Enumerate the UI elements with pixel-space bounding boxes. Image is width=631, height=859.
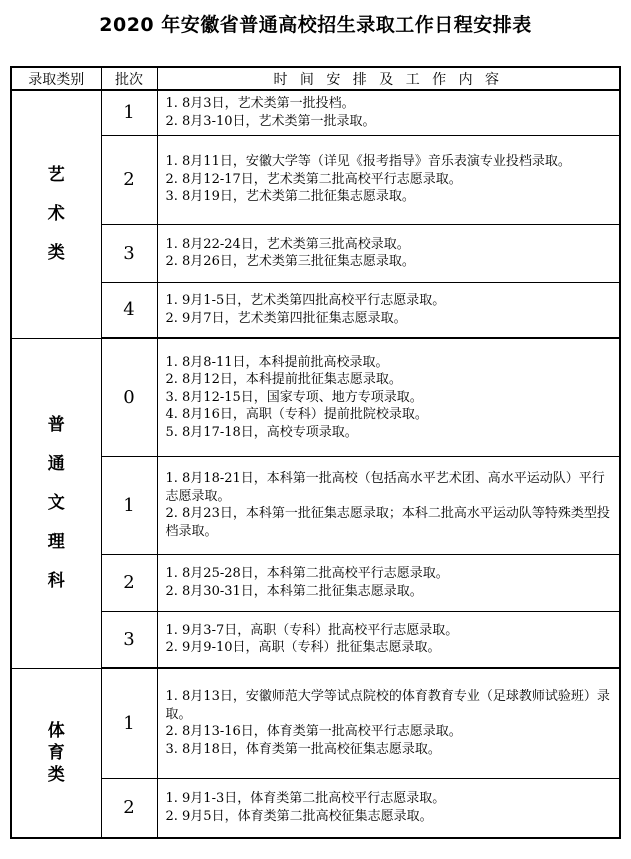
header-content: 时 间 安 排 及 工 作 内 容	[157, 67, 620, 90]
content-line: 2. 9月9-10日，高职（专科）批征集志愿录取。	[165, 640, 441, 656]
content-line: 1. 9月1-3日，体育类第二批高校平行志愿录取。	[165, 791, 446, 807]
content-line: 1. 9月3-7日，高职（专科）批高校平行志愿录取。	[165, 622, 459, 638]
content-line: 1. 8月13日，安徽师范大学等试点院校的体育教育专业（足球教师试验班）录取。	[165, 689, 610, 722]
content-line: 3. 8月19日，艺术类第二批征集志愿录取。	[165, 189, 415, 205]
content-line: 1. 8月3日，艺术类第一批投档。	[165, 96, 355, 112]
content-line: 1. 8月22-24日，艺术类第三批高校录取。	[165, 236, 410, 252]
table-row	[11, 224, 620, 282]
schedule-content	[157, 338, 620, 456]
schedule-content	[157, 668, 620, 778]
batch-number: 2	[101, 135, 157, 224]
content-line: 3. 8月12-15日，国家专项、地方专项录取。	[165, 389, 423, 405]
batch-number: 3	[101, 224, 157, 282]
content-line: 5. 8月17-18日，高校专项录取。	[165, 424, 358, 440]
schedule-content	[157, 224, 620, 282]
schedule-content	[157, 611, 620, 668]
table-header-row	[11, 67, 620, 90]
content-line: 4. 8月16日，高职（专科）提前批院校录取。	[165, 407, 428, 422]
batch-number: 4	[101, 282, 157, 338]
category-art: 艺术类	[11, 90, 101, 338]
batch-number: 1	[101, 668, 157, 778]
content-line: 1. 8月11日，安徽大学等（详见《报考指导》音乐表演专业投档录取。	[165, 154, 571, 170]
table-row	[11, 338, 620, 456]
batch-number: 1	[101, 90, 157, 135]
content-line: 2. 9月7日，艺术类第四批征集志愿录取。	[165, 310, 407, 326]
page-title: 2020 年安徽省普通高校招生录取工作日程安排表	[99, 14, 532, 36]
table-row	[11, 282, 620, 338]
content-line: 2. 8月13-16日，体育类第一批高校平行志愿录取。	[165, 724, 462, 740]
table-row	[11, 90, 620, 135]
table-row	[11, 554, 620, 611]
content-line: 2. 8月30-31日，本科第二批征集志愿录取。	[165, 583, 423, 599]
content-line: 2. 8月12日，本科提前批征集志愿录取。	[165, 372, 402, 387]
schedule-table	[10, 66, 621, 839]
content-line: 1. 8月8-11日，本科提前批高校录取。	[165, 354, 389, 370]
content-line: 1. 8月18-21日，本科第一批高校（包括高水平艺术团、高水平运动队）平行志愿录取。	[165, 471, 605, 504]
table-row	[11, 668, 620, 778]
content-line: 3. 8月18日，体育类第一批高校征集志愿录取。	[165, 741, 441, 757]
content-line: 2. 8月23日，本科第一批征集志愿录取；本科二批高水平运动队等特殊类型投档录取。	[165, 506, 610, 539]
content-line: 2. 8月12-17日，艺术类第二批高校平行志愿录取。	[165, 171, 462, 187]
batch-number: 2	[101, 554, 157, 611]
schedule-content	[157, 135, 620, 224]
table-row	[11, 611, 620, 668]
content-line: 2. 9月5日，体育类第二批高校征集志愿录取。	[165, 808, 433, 824]
batch-number: 1	[101, 456, 157, 554]
batch-number: 3	[101, 611, 157, 668]
category-sports: 体育类	[11, 668, 101, 838]
schedule-content	[157, 456, 620, 554]
schedule-content	[157, 282, 620, 338]
header-category: 录取类别	[11, 67, 101, 90]
schedule-content	[157, 778, 620, 838]
content-line: 1. 9月1-5日，艺术类第四批高校平行志愿录取。	[165, 293, 446, 309]
category-general: 普通文理科	[11, 338, 101, 668]
schedule-content	[157, 90, 620, 135]
table-row	[11, 778, 620, 838]
batch-number: 2	[101, 778, 157, 838]
content-line: 1. 8月25-28日，本科第二批高校平行志愿录取。	[165, 566, 449, 581]
schedule-content	[157, 554, 620, 611]
content-line: 2. 8月26日，艺术类第三批征集志愿录取。	[165, 254, 415, 269]
table-row	[11, 456, 620, 554]
content-line: 2. 8月3-10日，艺术类第一批录取。	[165, 113, 376, 129]
header-batch: 批次	[101, 67, 157, 90]
batch-number: 0	[101, 338, 157, 456]
table-row	[11, 135, 620, 224]
